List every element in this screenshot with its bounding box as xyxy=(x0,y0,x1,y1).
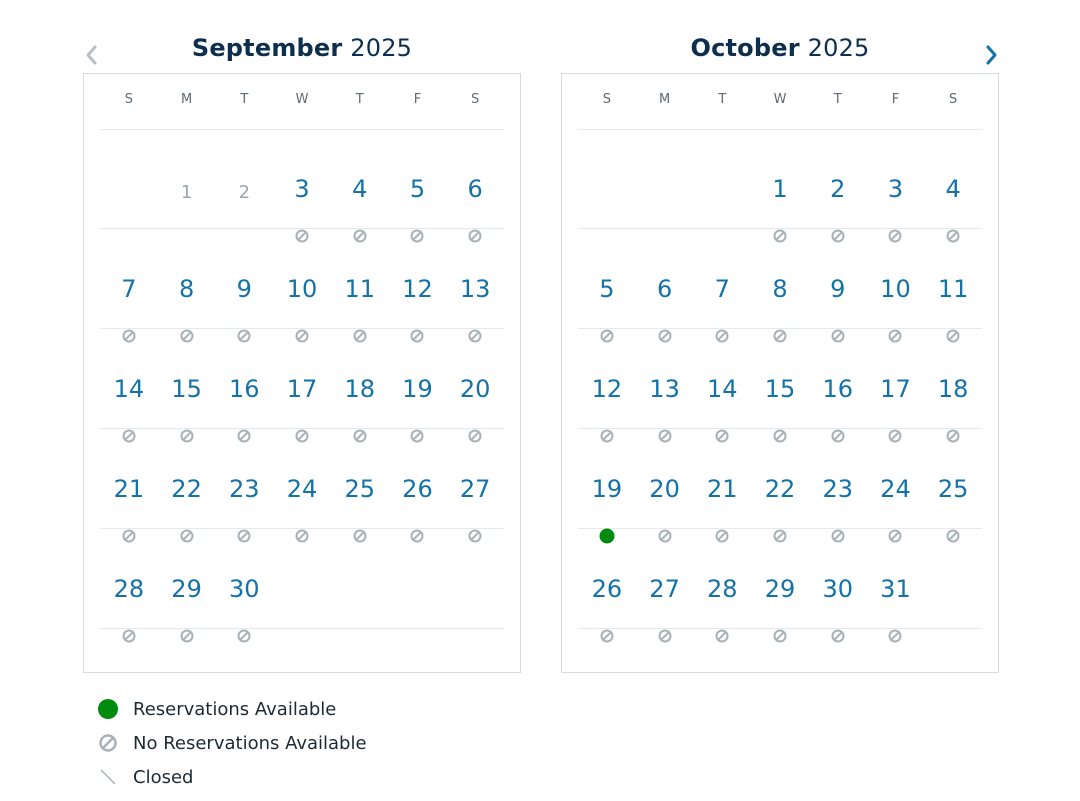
day-cell-30[interactable] xyxy=(215,529,273,628)
day-number[interactable]: 17 xyxy=(880,375,911,403)
day-cell-10[interactable] xyxy=(273,229,331,328)
day-cell-9[interactable] xyxy=(809,229,867,328)
calendar-week-row xyxy=(100,529,504,629)
calendar-week-row xyxy=(100,229,504,329)
weekday-label: S xyxy=(602,92,611,107)
weekday-header xyxy=(578,74,982,130)
no-entry-icon xyxy=(236,628,252,644)
empty-day-cell xyxy=(924,529,982,628)
day-cell-14[interactable] xyxy=(693,329,751,428)
day-cell-26[interactable] xyxy=(389,429,447,528)
day-cell-3[interactable] xyxy=(273,129,331,228)
day-number[interactable]: 26 xyxy=(591,575,623,603)
weekday-label: F xyxy=(891,92,900,107)
legend xyxy=(96,692,367,794)
day-cell-23[interactable] xyxy=(215,429,273,528)
day-number[interactable]: 3 xyxy=(887,175,904,203)
day-number[interactable]: 16 xyxy=(229,375,260,403)
day-number[interactable]: 16 xyxy=(822,375,853,403)
empty-day-cell xyxy=(446,529,504,628)
day-number[interactable]: 19 xyxy=(591,475,623,503)
month-name: September xyxy=(191,34,343,62)
day-cell-17[interactable] xyxy=(273,329,331,428)
day-cell-16[interactable] xyxy=(809,329,867,428)
day-cell-4[interactable] xyxy=(924,129,982,228)
day-number: 1 xyxy=(180,182,193,203)
day-cell-6[interactable] xyxy=(446,129,504,228)
weekday-label: M xyxy=(658,92,671,107)
day-cell-17[interactable] xyxy=(867,329,925,428)
day-cell-20[interactable] xyxy=(446,329,504,428)
day-number[interactable]: 29 xyxy=(171,575,202,603)
day-number[interactable]: 23 xyxy=(822,475,853,503)
empty-day-cell xyxy=(578,129,636,228)
day-number[interactable]: 8 xyxy=(178,275,195,303)
day-number[interactable]: 9 xyxy=(830,275,846,303)
day-number[interactable]: 7 xyxy=(714,275,730,303)
day-number[interactable]: 25 xyxy=(937,475,969,503)
day-cell-3[interactable] xyxy=(867,129,925,228)
day-number[interactable]: 11 xyxy=(937,275,969,303)
day-cell-30[interactable] xyxy=(809,529,867,628)
day-cell-21[interactable] xyxy=(100,429,158,528)
legend-item-no-reservations xyxy=(96,726,367,760)
weekday-label: M xyxy=(180,92,193,107)
calendar-week-row xyxy=(578,229,982,329)
legend-label: No Reservations Available xyxy=(133,732,367,754)
legend-label: Reservations Available xyxy=(133,698,337,720)
day-cell-28[interactable] xyxy=(693,529,751,628)
no-entry-icon xyxy=(772,628,788,644)
day-number[interactable]: 12 xyxy=(591,375,623,403)
calendar-week-row xyxy=(578,429,982,529)
month-year: 2025 xyxy=(350,34,413,62)
day-number[interactable]: 23 xyxy=(229,475,260,503)
calendar-week-row xyxy=(100,429,504,529)
day-cell-26[interactable] xyxy=(578,529,636,628)
day-number[interactable]: 25 xyxy=(344,475,375,503)
day-cell-5[interactable] xyxy=(578,229,636,328)
day-number[interactable]: 17 xyxy=(286,375,318,403)
day-cell-25[interactable] xyxy=(924,429,982,528)
day-number[interactable]: 29 xyxy=(764,575,796,603)
empty-day-cell xyxy=(273,529,331,628)
day-number[interactable]: 20 xyxy=(459,375,491,403)
day-cell-24[interactable] xyxy=(867,429,925,528)
day-cell-18[interactable] xyxy=(924,329,982,428)
day-cell-16[interactable] xyxy=(215,329,273,428)
day-number[interactable]: 10 xyxy=(286,275,318,303)
day-number[interactable]: 27 xyxy=(459,475,491,503)
day-number[interactable]: 21 xyxy=(113,475,145,503)
day-cell-4[interactable] xyxy=(331,129,389,228)
weekday-label: T xyxy=(833,92,842,107)
day-number[interactable]: 4 xyxy=(945,175,961,203)
empty-day-cell xyxy=(331,529,389,628)
day-cell-12[interactable] xyxy=(578,329,636,428)
day-cell-29[interactable] xyxy=(158,529,216,628)
day-cell-11[interactable] xyxy=(924,229,982,328)
day-number[interactable]: 13 xyxy=(459,275,491,303)
day-number[interactable]: 30 xyxy=(822,575,853,603)
day-number[interactable]: 13 xyxy=(649,375,680,403)
day-number[interactable]: 7 xyxy=(121,275,137,303)
no-entry-icon xyxy=(179,628,195,644)
day-cell-8[interactable] xyxy=(158,229,216,328)
day-number[interactable]: 12 xyxy=(402,275,433,303)
day-number[interactable]: 4 xyxy=(352,175,368,203)
month-year: 2025 xyxy=(807,34,870,62)
day-cell-12[interactable] xyxy=(389,229,447,328)
legend-label: Closed xyxy=(133,766,194,788)
no-entry-icon xyxy=(887,628,903,644)
day-cell-15[interactable] xyxy=(751,329,809,428)
weekday-label: S xyxy=(124,92,133,107)
day-cell-31[interactable] xyxy=(867,529,925,628)
no-entry-icon xyxy=(121,628,137,644)
calendar-grid xyxy=(578,129,982,629)
diagonal-slash-icon xyxy=(96,765,120,789)
day-number[interactable]: 15 xyxy=(171,375,202,403)
day-cell-20[interactable] xyxy=(636,429,694,528)
weekday-label: W xyxy=(773,92,787,107)
day-cell-21[interactable] xyxy=(693,429,751,528)
weekday-label: W xyxy=(295,92,309,107)
day-number[interactable]: 1 xyxy=(772,175,788,203)
empty-day-cell xyxy=(389,529,447,628)
no-entry-icon xyxy=(830,628,846,644)
day-cell-10[interactable] xyxy=(867,229,925,328)
legend-item-available xyxy=(96,692,367,726)
calendar-week-row xyxy=(100,329,504,429)
legend-item-closed xyxy=(96,760,367,794)
day-number[interactable]: 6 xyxy=(467,175,483,203)
day-cell-5[interactable] xyxy=(389,129,447,228)
day-number: 2 xyxy=(238,182,251,203)
day-cell-9[interactable] xyxy=(215,229,273,328)
day-number[interactable]: 15 xyxy=(764,375,796,403)
day-cell-13[interactable] xyxy=(446,229,504,328)
day-cell-13[interactable] xyxy=(636,329,694,428)
calendar-week-row xyxy=(578,329,982,429)
weekday-label: S xyxy=(949,92,958,107)
day-number[interactable]: 27 xyxy=(649,575,680,603)
day-number[interactable]: 22 xyxy=(764,475,796,503)
weekday-label: F xyxy=(413,92,422,107)
day-number[interactable]: 28 xyxy=(707,575,738,603)
month-title-september xyxy=(83,34,521,62)
month-name: October xyxy=(690,34,800,62)
day-number[interactable]: 18 xyxy=(344,375,375,403)
day-number[interactable]: 30 xyxy=(229,575,260,603)
day-cell-15[interactable] xyxy=(158,329,216,428)
day-cell-23[interactable] xyxy=(809,429,867,528)
day-cell-14[interactable] xyxy=(100,329,158,428)
day-number[interactable]: 22 xyxy=(171,475,202,503)
day-number[interactable]: 20 xyxy=(649,475,680,503)
day-number[interactable]: 8 xyxy=(772,275,788,303)
day-cell-27[interactable] xyxy=(636,529,694,628)
day-cell-8[interactable] xyxy=(751,229,809,328)
weekday-header xyxy=(100,74,504,130)
day-number[interactable]: 31 xyxy=(880,575,911,603)
day-cell-22[interactable] xyxy=(751,429,809,528)
calendar-week-row xyxy=(100,129,504,229)
day-number[interactable]: 10 xyxy=(880,275,911,303)
day-cell-24[interactable] xyxy=(273,429,331,528)
day-number[interactable]: 14 xyxy=(707,375,738,403)
day-cell-2[interactable] xyxy=(809,129,867,228)
day-number[interactable]: 9 xyxy=(236,275,252,303)
day-number[interactable]: 2 xyxy=(830,175,846,203)
calendar-september xyxy=(83,73,521,673)
day-number[interactable]: 19 xyxy=(402,375,433,403)
day-number[interactable]: 24 xyxy=(880,475,911,503)
day-cell-18[interactable] xyxy=(331,329,389,428)
day-cell-28[interactable] xyxy=(100,529,158,628)
calendar-october xyxy=(561,73,999,673)
day-cell-19[interactable] xyxy=(389,329,447,428)
calendar-week-row xyxy=(578,129,982,229)
empty-day-cell xyxy=(100,129,158,228)
green-dot-icon xyxy=(96,697,120,721)
weekday-label: T xyxy=(718,92,727,107)
day-number[interactable]: 26 xyxy=(402,475,433,503)
day-cell-22[interactable] xyxy=(158,429,216,528)
day-cell-1[interactable] xyxy=(751,129,809,228)
day-cell-25[interactable] xyxy=(331,429,389,528)
day-number[interactable]: 21 xyxy=(707,475,738,503)
day-number[interactable]: 5 xyxy=(599,275,615,303)
month-title-october xyxy=(561,34,999,62)
day-cell-19[interactable] xyxy=(578,429,636,528)
day-cell-29[interactable] xyxy=(751,529,809,628)
weekday-label: T xyxy=(355,92,364,107)
day-number[interactable]: 28 xyxy=(113,575,145,603)
day-cell-6[interactable] xyxy=(636,229,694,328)
day-cell-2 xyxy=(215,129,273,228)
day-number[interactable]: 14 xyxy=(113,375,145,403)
no-entry-icon xyxy=(714,628,730,644)
day-number[interactable]: 11 xyxy=(344,275,375,303)
no-entry-icon xyxy=(657,628,673,644)
empty-day-cell xyxy=(636,129,694,228)
no-entry-icon xyxy=(599,628,615,644)
day-number[interactable]: 6 xyxy=(656,275,673,303)
day-cell-27[interactable] xyxy=(446,429,504,528)
weekday-label: T xyxy=(240,92,249,107)
day-cell-7[interactable] xyxy=(100,229,158,328)
no-entry-icon xyxy=(96,731,120,755)
day-number[interactable]: 5 xyxy=(409,175,426,203)
day-number[interactable]: 3 xyxy=(294,175,310,203)
day-number[interactable]: 24 xyxy=(286,475,318,503)
day-cell-7[interactable] xyxy=(693,229,751,328)
day-cell-1 xyxy=(158,129,216,228)
weekday-label: S xyxy=(471,92,480,107)
day-number[interactable]: 18 xyxy=(937,375,969,403)
day-cell-11[interactable] xyxy=(331,229,389,328)
calendar-grid xyxy=(100,129,504,629)
calendar-week-row xyxy=(578,529,982,629)
empty-day-cell xyxy=(693,129,751,228)
